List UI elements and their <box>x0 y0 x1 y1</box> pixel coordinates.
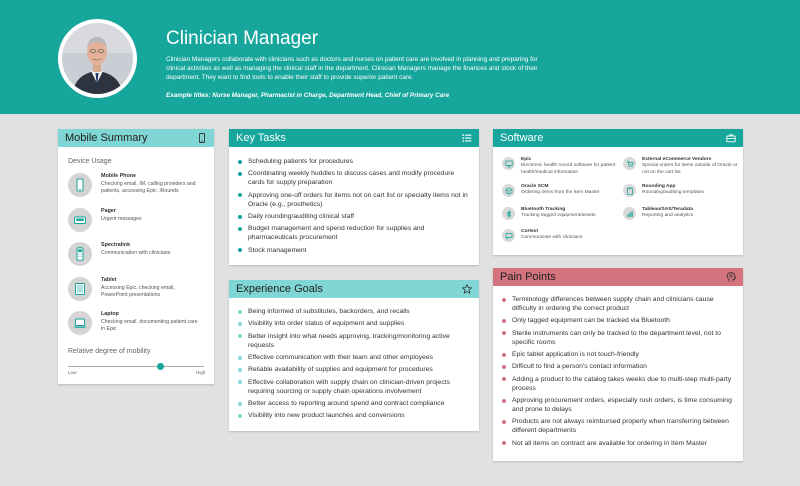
software-item <box>502 157 621 176</box>
mobility-slider <box>68 366 204 367</box>
software-name: Epic <box>521 157 532 162</box>
mobility-high-label: High <box>196 370 206 375</box>
software-name: External eCommerce Vendors <box>642 157 712 162</box>
experience-goals-list <box>238 307 474 424</box>
list-item: Only tagged equipment can be tracked via Bluetooth <box>502 316 738 325</box>
example-titles: Example titles: Nurse Manager, Pharmacist in Charge, Department Head, Chief of Primary Care <box>166 92 450 99</box>
star-icon <box>462 284 472 294</box>
phone-icon <box>68 173 92 197</box>
software-title: Software <box>500 132 544 144</box>
list-item: Better insight into what needs approving, tracking/monitoring active requests <box>238 332 474 350</box>
page-title: Clinician Manager <box>166 28 319 49</box>
list-item: Being informed of substitutes, backorders, and recalls <box>238 307 474 316</box>
list-item: Effective communication with their team and other employees <box>238 353 474 362</box>
software-name: Tableau/SAS/Teradata <box>642 207 693 212</box>
device-name: Laptop <box>101 311 119 317</box>
software-name: Rounding App <box>642 184 676 189</box>
list-item: Not all items on contract are available for ordering in Item Master <box>502 439 738 448</box>
key-tasks-title: Key Tasks <box>236 132 286 144</box>
list-item: Adding a product to the catalog takes weeks due to multi-step multi-party process <box>502 375 738 393</box>
list-item: Stock management <box>238 246 470 255</box>
list-item: Sterile instruments can only be tracked to the department level, not to specific rooms <box>502 329 738 347</box>
device-row <box>68 311 201 335</box>
software-desc: Reporting and analytics <box>642 213 694 218</box>
persona-description: Clinician Managers collaborate with clinicians such as doctors and nurses on patient care are involved in planning and preparing for clinical activities as well as managing the clinical staff in the department. Clinician Managers manage the finances and stock of their department. They want to find tools to enable their staff to provide superior patient care. <box>166 56 538 81</box>
list-item: Effective collaboration with supply chain on clinician-driven projects requiring sourcing or supply chain operations involvement <box>238 378 474 396</box>
software-item <box>502 207 621 220</box>
software-desc: Ordering items from the Item Master <box>521 190 600 195</box>
device-desc: Accessing Epic, checking email, PowerPoint presentations <box>101 285 175 299</box>
pain-points-list <box>502 295 738 451</box>
software-name: Cortext <box>521 229 539 234</box>
software-card <box>493 129 743 255</box>
list-icon <box>462 133 472 143</box>
software-desc: Tracking tagged equipment/assets <box>521 213 596 218</box>
device-desc: Checking email, IM, calling providers and patients, accessing Epic, iRounds <box>101 181 196 195</box>
software-desc: Special orders for items outside of Oracle or not on the cart list <box>642 163 738 175</box>
list-item: Better access to reporting around spend and contract compliance <box>238 399 474 408</box>
software-item <box>502 229 621 242</box>
chat-icon <box>502 229 515 242</box>
pain-points-header <box>493 268 743 286</box>
list-item: Difficult to find a person's contact information <box>502 362 738 371</box>
monitor-icon <box>502 157 515 170</box>
software-header <box>493 129 743 147</box>
list-item: Budget management and spend reduction for supplies and pharmaceuticals procurement <box>238 224 470 242</box>
software-desc: Communicate with clinicians <box>521 235 583 240</box>
head-pain-icon <box>726 272 736 282</box>
list-item: Products are not always reimbursed properly when transferring between different departments <box>502 417 738 435</box>
tablet-icon <box>68 277 92 301</box>
cube-icon <box>502 184 515 197</box>
laptop-icon <box>68 311 92 335</box>
device-name: Pager <box>101 208 116 214</box>
avatar <box>62 23 133 94</box>
experience-goals-header <box>229 280 479 298</box>
mobile-summary-card <box>58 129 214 384</box>
software-item <box>623 184 740 197</box>
list-item: Visibility into order status of equipment and supplies <box>238 319 474 328</box>
device-name: Mobile Phone <box>101 173 137 179</box>
experience-goals-title: Experience Goals <box>236 283 323 295</box>
device-desc: Communication with clinicians <box>101 250 171 256</box>
key-tasks-list <box>238 157 470 258</box>
software-desc: Rounding/auditing templates <box>642 190 704 195</box>
software-desc: Electronic health record software for patient health/medical information <box>521 163 616 175</box>
software-item <box>623 207 740 220</box>
mobility-slider-knob <box>157 363 164 370</box>
device-name: Tablet <box>101 277 117 283</box>
pain-points-card <box>493 268 743 461</box>
persona-header <box>0 0 800 114</box>
software-item <box>502 184 621 197</box>
clipboard-icon <box>623 184 636 197</box>
device-row <box>68 208 201 232</box>
chart-icon <box>623 207 636 220</box>
list-item: Terminology differences between supply chain and clinicians cause difficulty in ordering the correct product <box>502 295 738 313</box>
software-name: Bluetooth Tracking <box>521 207 566 212</box>
list-item: Daily rounding/auditing clinical staff <box>238 212 470 221</box>
mobility-low-label: Low <box>68 370 77 375</box>
mobile-device-icon <box>197 133 207 143</box>
experience-goals-card <box>229 280 479 431</box>
device-desc: Checking email, documenting patient care in Epic <box>101 319 198 333</box>
mobility-label: Relative degree of mobility <box>68 348 151 355</box>
list-item: Visibility into new product launches and conversions <box>238 411 474 420</box>
device-desc: Urgent messages <box>101 216 142 222</box>
avatar-frame <box>58 19 137 98</box>
device-row <box>68 242 201 266</box>
key-tasks-card <box>229 129 479 265</box>
key-tasks-header <box>229 129 479 147</box>
device-name: Spectralink <box>101 242 131 248</box>
list-item: Scheduling patients for procedures <box>238 157 470 166</box>
bluetooth-icon <box>502 207 515 220</box>
software-name: Oracle SCM <box>521 184 549 189</box>
list-item: Epic tablet application is not touch-friendly <box>502 350 738 359</box>
spectralink-icon <box>68 242 92 266</box>
software-item <box>623 157 740 176</box>
list-item: Coordinating weekly huddles to discuss cases and modify procedure cards for supply preparation <box>238 169 470 187</box>
mobile-summary-title: Mobile Summary <box>65 132 148 144</box>
list-item: Reliable availability of supplies and equipment for procedures <box>238 365 474 374</box>
list-item: Approving one-off orders for items not on cart list or specialty items not in Oracle (e.g., prosthetics) <box>238 191 470 209</box>
device-row <box>68 173 201 197</box>
device-row <box>68 277 201 301</box>
pain-points-title: Pain Points <box>500 271 556 283</box>
toolbox-icon <box>726 133 736 143</box>
mobile-summary-header <box>58 129 214 147</box>
pager-icon <box>68 208 92 232</box>
device-usage-label: Device Usage <box>68 158 112 165</box>
list-item: Approving procurement orders, especially rush orders, is time consuming and prone to delays <box>502 396 738 414</box>
cart-icon <box>623 157 636 170</box>
